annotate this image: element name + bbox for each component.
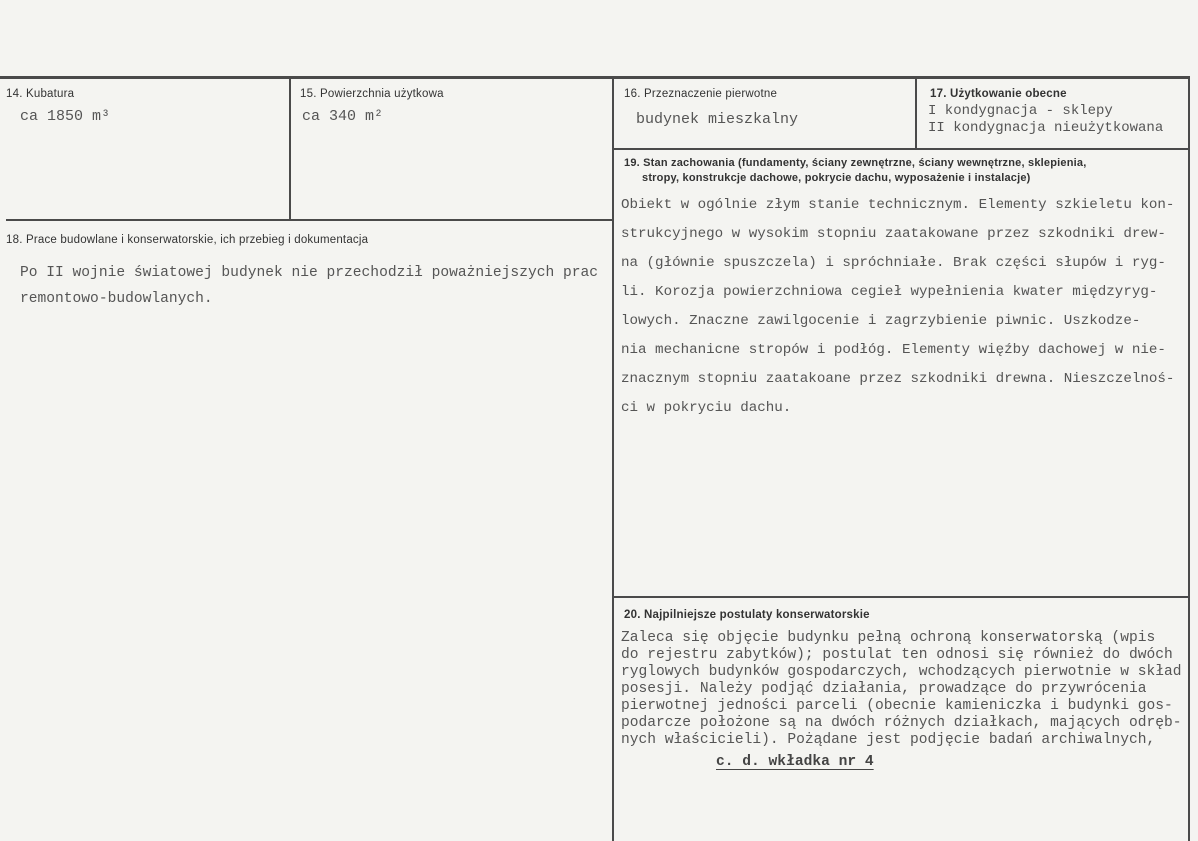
- field-19-line: znacznym stopniu zaatakoane przez szkodniki drewna. Nieszczelnoś-: [621, 371, 1175, 387]
- field-20-line: posesji. Należy podjąć działania, prowadzące do przywrócenia: [621, 681, 1147, 697]
- field-14-label: 14. Kubatura: [6, 88, 75, 100]
- field-19-line: lowych. Znaczne zawilgocenie i zagrzybienie piwnic. Uszkodze-: [621, 313, 1141, 329]
- field-19-line: ci w pokryciu dachu.: [621, 400, 792, 416]
- field-20-line: pierwotnej jedności parceli (obecnie kamieniczka i budynki gos-: [621, 698, 1173, 714]
- field-19-line: na (głównie spuszczela) i spróchniałe. Brak części słupów i ryg-: [621, 255, 1166, 271]
- field-15-label: 15. Powierzchnia użytkowa: [300, 88, 444, 100]
- field-14-value: ca 1850 m³: [20, 108, 111, 125]
- field-17-line-1: I kondygnacja - sklepy: [928, 103, 1113, 119]
- field-18-text: [20, 260, 598, 312]
- divider-left-right: [612, 76, 614, 841]
- field-16-label: 16. Przeznaczenie pierwotne: [624, 88, 778, 100]
- field-17-line-2: II kondygnacja nieużytkowana: [928, 120, 1164, 136]
- field-19-line: nia mechanicne stropów i podłóg. Elementy więźby dachowej w nie-: [621, 342, 1166, 358]
- field-20-line: nych właścicieli). Pożądane jest podjęcie badań archiwalnych,: [621, 732, 1156, 748]
- field-19-label-line-2: stropy, konstrukcje dachowe, pokrycie dachu, wyposażenie i instalacje): [642, 172, 1031, 184]
- field-19-line: li. Korozja powierzchniowa cegieł wypełnienia kwater międzyryg-: [621, 284, 1158, 300]
- field-16-value: budynek mieszkalny: [636, 111, 799, 128]
- rule-19-20: [613, 596, 1190, 598]
- rule-16-19: [613, 148, 1190, 150]
- field-20-label: 20. Najpilniejsze postulaty konserwatorskie: [624, 609, 870, 621]
- field-17-label: 17. Użytkowanie obecne: [930, 88, 1067, 100]
- field-19-text: [621, 191, 1174, 423]
- continuation-reference: c. d. wkładka nr 4: [716, 754, 874, 770]
- right-edge: [1188, 76, 1190, 841]
- divider-14-15: [289, 76, 291, 220]
- field-18-line: remontowo-budowlanych.: [20, 291, 213, 307]
- field-20-line: ryglowych budynków gospodarczych, wchodzących pierwotnie w skład: [621, 664, 1182, 680]
- field-20-line: do rejestru zabytków); postulat ten odnosi się również do dwóch: [621, 647, 1173, 663]
- field-19-line: Obiekt w ogólnie złym stanie technicznym. Elementy szkieletu kon-: [621, 197, 1175, 213]
- field-20-line: podarcze położone są na dwóch różnych działkach, mających odręb-: [621, 715, 1182, 731]
- field-20-text: [621, 630, 1182, 749]
- field-19-label-line-1: 19. Stan zachowania (fundamenty, ściany zewnętrzne, ściany wewnętrzne, sklepienia,: [624, 157, 1087, 169]
- field-18-line: Po II wojnie światowej budynek nie przechodził poważniejszych prac: [20, 265, 599, 281]
- rule-15-18: [6, 219, 613, 221]
- top-rule: [0, 76, 1190, 79]
- field-18-label: 18. Prace budowlane i konserwatorskie, ich przebieg i dokumentacja: [6, 234, 369, 246]
- field-15-value: ca 340 m²: [302, 108, 384, 125]
- field-20-line: Zaleca się objęcie budynku pełną ochroną konserwatorską (wpis: [621, 630, 1156, 646]
- divider-16-17: [915, 76, 917, 148]
- field-19-line: strukcyjnego w wysokim stopniu zaatakowane przez szkodniki drew-: [621, 226, 1166, 242]
